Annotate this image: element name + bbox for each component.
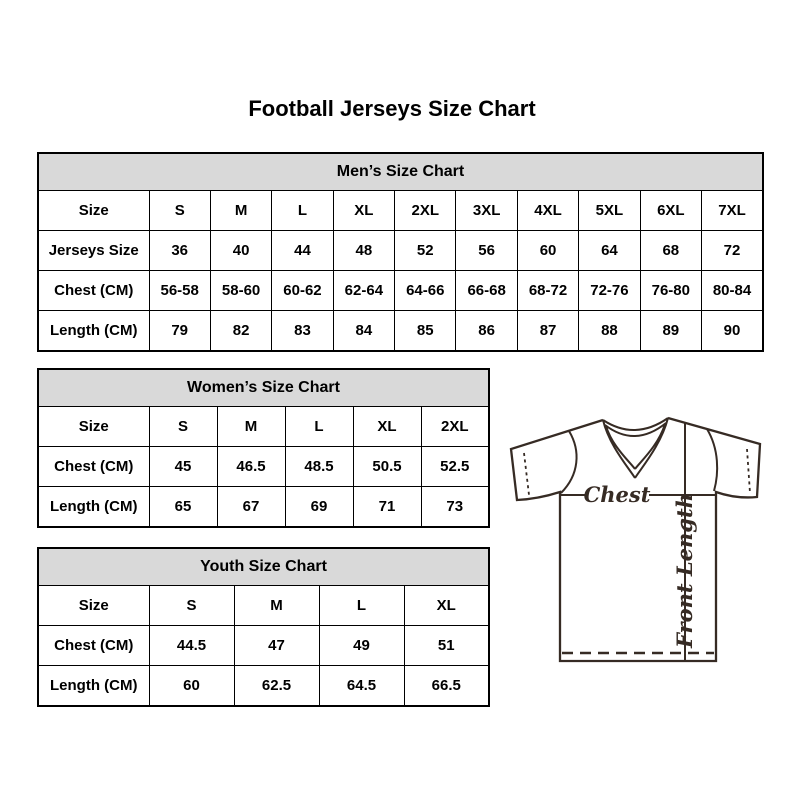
size-cell: 83 <box>272 311 333 352</box>
size-cell: 4XL <box>517 191 578 231</box>
size-cell: 52 <box>395 231 456 271</box>
row-label: Length (CM) <box>38 487 149 528</box>
mens-table-title: Men’s Size Chart <box>38 153 763 191</box>
row-label: Chest (CM) <box>38 271 149 311</box>
table-row <box>38 666 489 707</box>
size-cell: XL <box>404 586 489 626</box>
size-cell: M <box>210 191 271 231</box>
front-length-label: Front Length <box>672 493 697 648</box>
size-cell: 45 <box>149 447 217 487</box>
size-cell: 7XL <box>702 191 763 231</box>
size-cell: L <box>272 191 333 231</box>
table-header-row <box>38 548 489 586</box>
size-cell: M <box>234 586 319 626</box>
size-cell: 64-66 <box>395 271 456 311</box>
size-cell: 68 <box>640 231 701 271</box>
table-row <box>38 586 489 626</box>
size-cell: 40 <box>210 231 271 271</box>
size-cell: L <box>285 407 353 447</box>
size-cell: 52.5 <box>421 447 489 487</box>
table-row <box>38 271 763 311</box>
size-cell: 58-60 <box>210 271 271 311</box>
size-cell: 90 <box>702 311 763 352</box>
page-title: Football Jerseys Size Chart <box>248 96 536 121</box>
jersey-measurement-diagram <box>505 415 768 668</box>
size-cell: 48 <box>333 231 394 271</box>
size-cell: 2XL <box>421 407 489 447</box>
table-row <box>38 487 489 528</box>
size-cell: 46.5 <box>217 447 285 487</box>
table-row <box>38 447 489 487</box>
size-cell: 64 <box>579 231 640 271</box>
size-cell: 68-72 <box>517 271 578 311</box>
table-row <box>38 231 763 271</box>
size-cell: 80-84 <box>702 271 763 311</box>
size-cell: 67 <box>217 487 285 528</box>
row-label: Jerseys Size <box>38 231 149 271</box>
size-cell: 71 <box>353 487 421 528</box>
table-row <box>38 626 489 666</box>
size-cell: 5XL <box>579 191 640 231</box>
right-sleeve-dash-icon <box>747 449 750 493</box>
table-header-row <box>38 153 763 191</box>
chest-label: Chest <box>583 482 651 507</box>
size-cell: 82 <box>210 311 271 352</box>
size-cell: 47 <box>234 626 319 666</box>
size-cell: 64.5 <box>319 666 404 707</box>
size-cell: S <box>149 586 234 626</box>
jersey-outline-icon <box>511 418 760 661</box>
size-cell: 84 <box>333 311 394 352</box>
size-cell: 48.5 <box>285 447 353 487</box>
table-header-row <box>38 369 489 407</box>
youth-size-table <box>37 547 490 707</box>
table-row <box>38 407 489 447</box>
mens-size-table <box>37 152 764 352</box>
size-cell: 51 <box>404 626 489 666</box>
size-cell: M <box>217 407 285 447</box>
size-cell: XL <box>353 407 421 447</box>
size-cell: 66.5 <box>404 666 489 707</box>
size-cell: 44 <box>272 231 333 271</box>
row-label: Length (CM) <box>38 311 149 352</box>
womens-size-table <box>37 368 490 528</box>
size-cell: 60 <box>517 231 578 271</box>
size-cell: 76-80 <box>640 271 701 311</box>
size-cell: 62-64 <box>333 271 394 311</box>
size-cell: 44.5 <box>149 626 234 666</box>
size-cell: 88 <box>579 311 640 352</box>
size-cell: 3XL <box>456 191 517 231</box>
size-cell: 36 <box>149 231 210 271</box>
size-cell: S <box>149 407 217 447</box>
size-cell: 87 <box>517 311 578 352</box>
size-cell: XL <box>333 191 394 231</box>
size-cell: 2XL <box>395 191 456 231</box>
row-label: Chest (CM) <box>38 447 149 487</box>
row-label: Size <box>38 191 149 231</box>
row-label: Length (CM) <box>38 666 149 707</box>
size-cell: 72 <box>702 231 763 271</box>
size-cell: 79 <box>149 311 210 352</box>
row-label: Size <box>38 586 149 626</box>
size-cell: L <box>319 586 404 626</box>
size-cell: 89 <box>640 311 701 352</box>
collar-icon <box>603 418 668 478</box>
size-cell: 86 <box>456 311 517 352</box>
row-label: Chest (CM) <box>38 626 149 666</box>
left-sleeve-dash-icon <box>524 453 529 495</box>
size-cell: 60-62 <box>272 271 333 311</box>
table-row <box>38 191 763 231</box>
row-label: Size <box>38 407 149 447</box>
size-cell: 6XL <box>640 191 701 231</box>
size-cell: 85 <box>395 311 456 352</box>
size-cell: 49 <box>319 626 404 666</box>
size-cell: 69 <box>285 487 353 528</box>
size-cell: 73 <box>421 487 489 528</box>
size-cell: 50.5 <box>353 447 421 487</box>
size-cell: 60 <box>149 666 234 707</box>
left-armhole-seam-icon <box>561 431 577 493</box>
size-cell: 72-76 <box>579 271 640 311</box>
youth-table-title: Youth Size Chart <box>38 548 489 586</box>
size-cell: 56 <box>456 231 517 271</box>
table-row <box>38 311 763 352</box>
size-cell: 62.5 <box>234 666 319 707</box>
womens-table-title: Women’s Size Chart <box>38 369 489 407</box>
right-armhole-seam-icon <box>707 429 717 491</box>
size-cell: 56-58 <box>149 271 210 311</box>
size-cell: 66-68 <box>456 271 517 311</box>
size-cell: S <box>149 191 210 231</box>
size-cell: 65 <box>149 487 217 528</box>
